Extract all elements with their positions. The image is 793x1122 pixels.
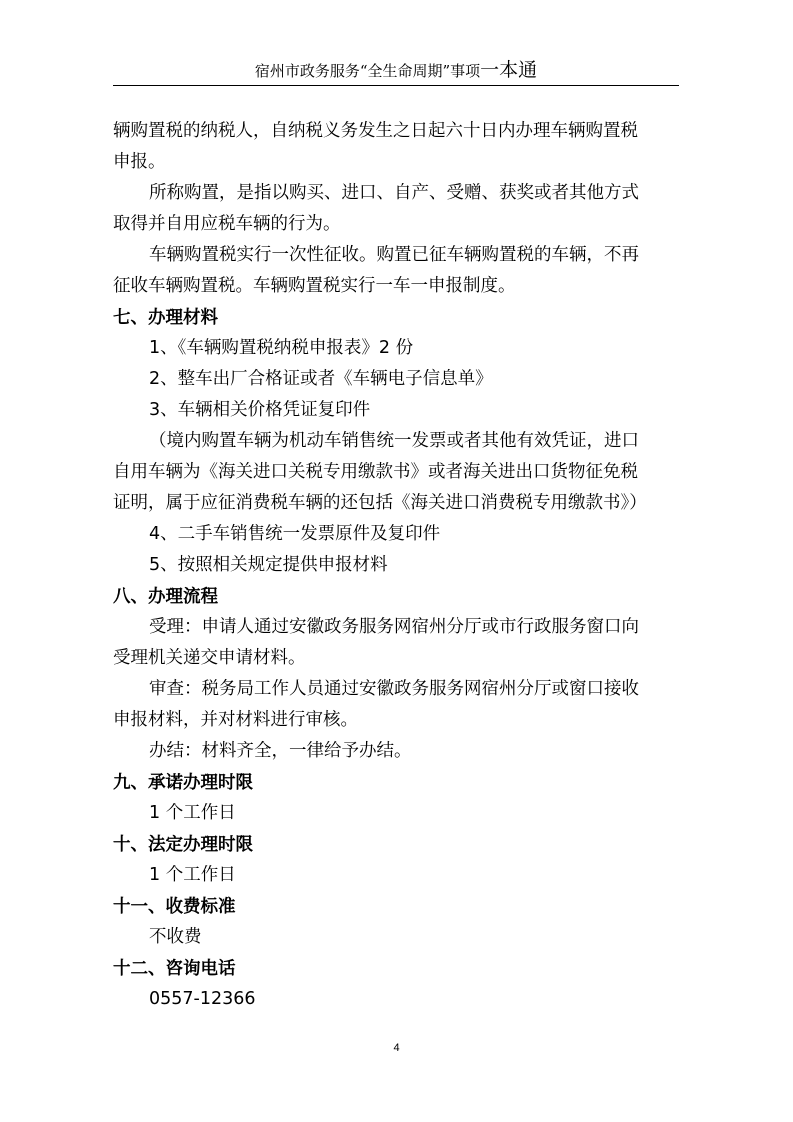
phone-number: 0557-12366: [149, 989, 256, 1009]
section-value: 1 个工作日: [149, 865, 236, 885]
list-item: 3、车辆相关价格凭证复印件: [149, 400, 371, 420]
section-heading-phone: 十二、咨询电话: [113, 959, 236, 979]
section-heading-fees: 十一、收费标准: [113, 897, 236, 917]
body-paragraph-line: 自用车辆为《海关进口关税专用缴款书》或者海关进出口货物征免税: [113, 462, 638, 482]
body-paragraph-line: 受理机关递交申请材料。: [113, 648, 306, 668]
body-paragraph-line: 所称购置，是指以购买、进口、自产、受赠、获奖或者其他方式: [149, 183, 639, 203]
header-rule: [113, 85, 679, 86]
body-paragraph-line: 车辆购置税实行一次性征收。购置已征车辆购置税的车辆，不再: [149, 245, 639, 265]
body-paragraph-line: 证明，属于应征消费税车辆的还包括《海关进口消费税专用缴款书》）: [113, 493, 647, 513]
body-paragraph-line: 辆购置税的纳税人，自纳税义务发生之日起六十日内办理车辆购置税: [113, 121, 638, 141]
body-paragraph-line: 申报。: [113, 152, 166, 172]
body-paragraph-line: （境内购置车辆为机动车销售统一发票或者其他有效凭证，进口: [149, 431, 639, 451]
section-heading-promised-time: 九、承诺办理时限: [113, 773, 253, 793]
section-value: 1 个工作日: [149, 803, 236, 823]
list-item: 1、《车辆购置税纳税申报表》2 份: [149, 338, 414, 358]
body-paragraph-line: 申报材料，并对材料进行审核。: [113, 710, 358, 730]
body-paragraph-line: 办结：材料齐全，一律给予办结。: [149, 741, 412, 761]
running-header: [113, 59, 679, 82]
section-value: 不收费: [149, 927, 202, 947]
list-item: 5、按照相关规定提供申报材料: [149, 555, 388, 575]
section-heading-process: 八、办理流程: [113, 587, 218, 607]
body-paragraph-line: 取得并自用应税车辆的行为。: [113, 214, 341, 234]
body-paragraph-line: 征收车辆购置税。车辆购置税实行一车一申报制度。: [113, 276, 516, 296]
list-item: 2、整车出厂合格证或者《车辆电子信息单》: [149, 369, 493, 389]
header-title: 宿州市政务服务“全生命周期”事项: [254, 62, 481, 80]
section-heading-legal-time: 十、法定办理时限: [113, 835, 253, 855]
header-title-tail: 一本通: [480, 59, 538, 81]
list-item: 4、二手车销售统一发票原件及复印件: [149, 524, 441, 544]
body-paragraph-line: 审查：税务局工作人员通过安徽政务服务网宿州分厅或窗口接收: [149, 679, 639, 699]
body-paragraph-line: 受理：申请人通过安徽政务服务网宿州分厅或市行政服务窗口向: [149, 617, 639, 637]
page-number: 4: [393, 1042, 400, 1054]
section-heading-materials: 七、办理材料: [113, 308, 218, 328]
